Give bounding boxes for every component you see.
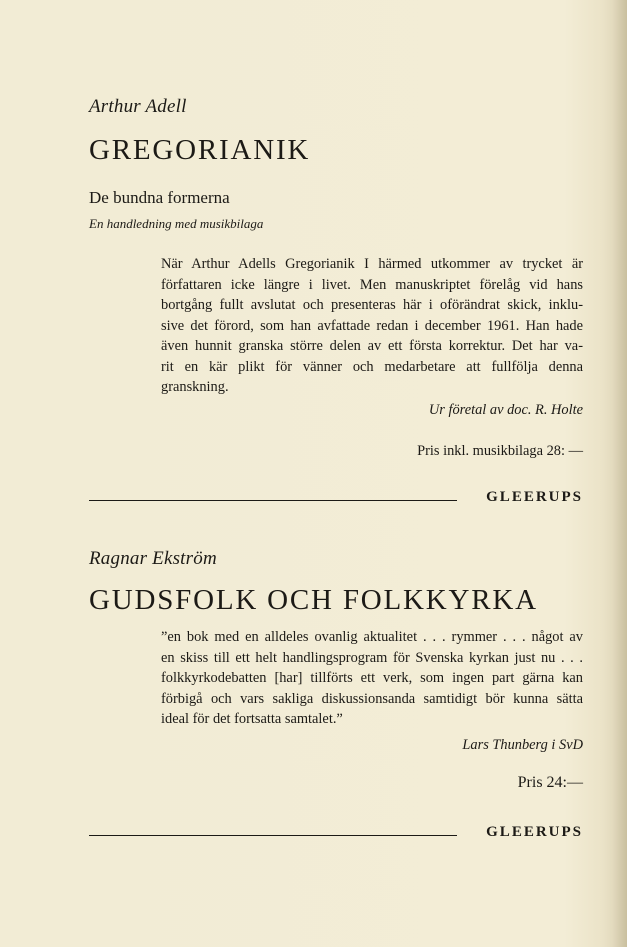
ad2-publisher: GLEERUPS <box>486 824 583 840</box>
ad1-line: även hunnit granska större delen av ett första korrektur. Det har va- <box>161 338 583 354</box>
ad2-line: ”en bok med en alldeles ovanlig aktualitet . . . rymmer . . . något av <box>161 629 583 645</box>
ad1-line: granskning. <box>161 379 229 395</box>
ad2-line: förbigå och vars sakliga diskussionsanda samtidigt bör kunna sätta <box>161 690 583 707</box>
ad1-price: Pris inkl. musikbilaga 28: — <box>417 443 583 459</box>
ad2-review-quote <box>161 627 583 730</box>
ad1-author: Arthur Adell <box>89 96 187 117</box>
ad2-publisher-rule <box>89 824 583 848</box>
ad2-line: en skiss till ett helt handlingsprogram för Svenska kyrkan just nu . . . <box>161 649 583 666</box>
ad1-line: rit en kär plikt för vänner och medarbetare att fullfölja denna <box>161 358 583 375</box>
ad1-line: bortgång fullt avslutat och presenteras här i oförändrat skick, inklu- <box>161 297 583 313</box>
ad2-line: folkkyrkodebatten [har] tillförts ett verk, som ingen part gärna kan <box>161 670 583 686</box>
ad1-divider <box>89 500 457 501</box>
ad1-attribution: Ur företal av doc. R. Holte <box>428 402 583 418</box>
ad1-subsubtitle: En handledning med musikbilaga <box>89 216 264 231</box>
ad1-line: När Arthur Adells Gregorianik I härmed utkommer av trycket är <box>161 256 583 272</box>
ad2-author: Ragnar Ekström <box>89 548 217 569</box>
ad2-line: ideal för det fortsatta samtalet.” <box>161 711 343 727</box>
ad1-subtitle: De bundna formerna <box>89 188 230 207</box>
ad2-attribution: Lars Thunberg i SvD <box>462 737 583 753</box>
ad1-line: sive det förord, som han avfattade redan i december 1961. Han hade <box>161 317 583 334</box>
ad1-description <box>161 254 583 398</box>
ad1-publisher-rule <box>89 489 583 513</box>
ad1-title: GREGORIANIK <box>89 134 311 166</box>
ad2-divider <box>89 835 457 836</box>
page-edge-shadow <box>613 0 627 947</box>
ad1-line: författaren icke längre i livet. Men manuskriptet förelåg vid hans <box>161 276 583 293</box>
ad2-price: Pris 24:— <box>517 774 583 791</box>
ad2-title: GUDSFOLK OCH FOLKKYRKA <box>89 584 538 616</box>
ad1-publisher: GLEERUPS <box>486 489 583 505</box>
